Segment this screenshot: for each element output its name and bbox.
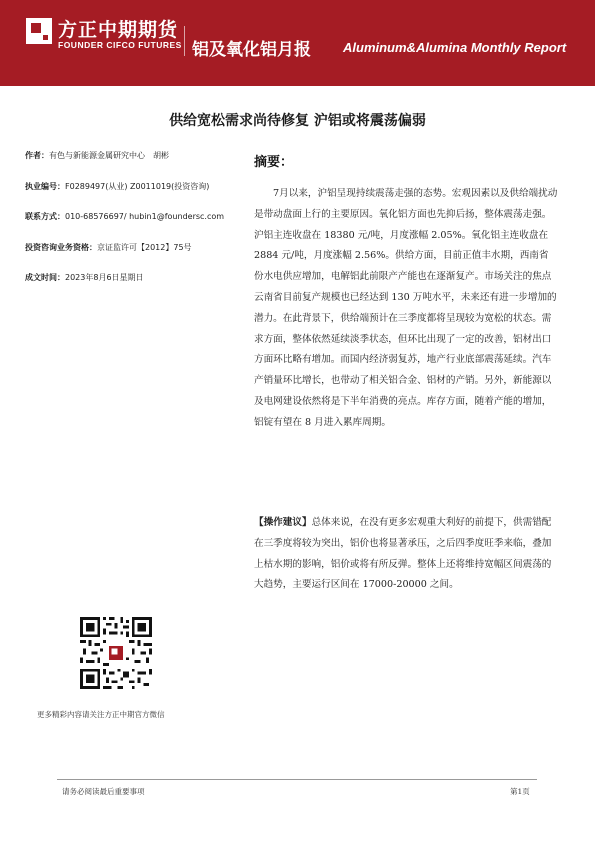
footer-disclaimer[interactable]: 请务必阅读最后重要事项 [62,787,145,796]
advice-paragraph [254,513,558,596]
abstract-paragraph [254,184,558,434]
contact-label: 联系方式： [25,212,65,221]
abstract-heading: 摘要： [254,155,294,170]
date-label: 成文时间： [25,273,65,282]
report-title: 供给宽松需求尚待修复 沪铝或将震荡偏弱 [169,113,426,129]
page-number: 第1页 [510,787,530,796]
date-value: 2023年8月6日星期日 [65,273,144,282]
report-type-en: Aluminum&Alumina Monthly Report [343,40,567,55]
date-line [25,272,144,283]
license-line [25,181,209,192]
contact-line [25,211,224,222]
qualification-line [25,242,192,253]
author-line [25,150,169,161]
abstract-text: 7月以来，沪铝呈现持续震荡走强的态势。宏观因素以及供给端扰动是带动盘面上行的主要原因。氧化铝方面也先抑后扬，整体震荡走强。沪铝主连收盘在 18380 元/吨，月度涨幅 2.05%。氧化铝主连收盘在 2884 元/吨，月度涨幅 2.56%。供给方面，目前正值丰水期，西南省份水电供应增加，电解铝此前限产产能也在逐渐复产。市场关注的焦点云南省目前复产规模也已经达到 130 万吨水平，未来还有进一步增加的潜力。在此背景下，供给端预计在三季度都将呈现较为宽松的状态。需求方面，整体依然延续淡季状态，但环比出现了一定的改善，铝材出口方面环比略有增加。而国内经济弱复苏，地产行业底部震荡延续。汽车产销量环比增长，也带动了相关铝合金、铝材的产销。另外，新能源以及电网建设依然将是下半年消费的亮点。库存方面，随着产能的增加，铝锭有望在 8 月进入累库周期。 [254,188,558,428]
contact-value[interactable]: 010-68576697/ hubin1@foundersc.com [65,212,225,221]
advice-text: 总体来说，在没有更多宏观重大利好的前提下，供需错配在三季度将较为突出，铝价也将显著承压，之后四季度旺季来临，叠加上枯水期的影响，铝价或将有所反弹。整体上还将维持宽幅区间震荡的大趋势，主要运行区间在 17000-20000 之间。 [254,517,552,591]
report-header [0,0,595,86]
author-label: 作者： [25,151,49,160]
advice-tag: 【操作建议】 [254,517,312,528]
qualification-label: 投资咨询业务资格： [25,243,97,252]
report-type-cn: 铝及氧化铝月报 [192,40,311,60]
license-value: F0289497(从业) Z0011019(投资咨询) [65,182,210,191]
qualification-value: 京证监许可【2012】75号 [97,243,192,252]
license-label: 执业编号： [25,182,65,191]
qr-code-icon[interactable] [80,617,152,689]
footer-divider [57,779,537,780]
qr-caption: 更多精彩内容请关注方正中期官方微信 [37,710,165,719]
author-value: 有色与新能源金属研究中心 胡彬 [49,151,169,160]
founder-logo-icon [26,18,52,44]
header-divider [184,26,185,56]
company-name-cn: 方正中期期货 [58,19,179,41]
company-name-en: FOUNDER CIFCO FUTURES [58,40,182,50]
